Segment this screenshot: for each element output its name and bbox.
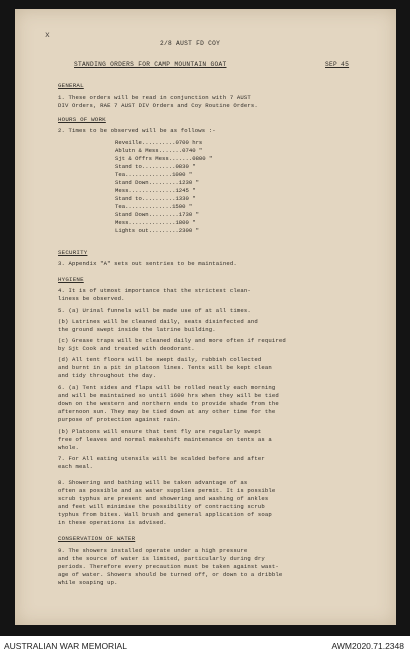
text-line: and will be maintained so until 1600 hrs when they will be tied <box>58 392 279 399</box>
text-line: while soaping up. <box>58 579 118 586</box>
schedule-row <box>115 147 202 154</box>
text-line: 4. It is of utmost importance that the strictest clean- <box>58 287 251 294</box>
text-line: purpose of protection against rain. <box>58 416 181 423</box>
text-line: 7. For All eating utensils will be scalded before and after <box>58 455 265 462</box>
schedule-item: Stand to.......... <box>115 163 176 170</box>
section-water-title: CONSERVATION OF WATER <box>58 535 136 542</box>
schedule-item: Tea.............. <box>115 171 173 178</box>
schedule-item: Mess.............. <box>115 187 176 194</box>
schedule-time: 0830 " <box>175 163 196 170</box>
text-line: scrub typhus are present and showering and washing of ankles <box>58 495 269 502</box>
schedule-item: Reveille.......... <box>115 139 176 146</box>
schedule-time: 1800 " <box>175 219 196 226</box>
section-hygiene-title: HYGIENE <box>58 276 84 283</box>
schedule-item: Sjt & Offrs Mess....... <box>115 155 193 162</box>
schedule-row <box>115 139 202 146</box>
text-line: 8. Showering and bathing will be taken advantage of as <box>58 479 248 486</box>
text-line: 9. The showers installed operate under a high pressure <box>58 547 248 554</box>
schedule-row <box>115 227 199 234</box>
text-line: (c) Grease traps will be cleaned daily and more often if required <box>58 337 286 344</box>
text-line: (b) Platoons will ensure that tent fly are regularly swept <box>58 428 262 435</box>
schedule-row <box>115 155 212 162</box>
schedule-time: 1500 " <box>172 203 193 210</box>
schedule-row <box>115 219 196 226</box>
text-line: and the source of water is limited, particularly during dry <box>58 555 265 562</box>
document-date: SEP 45 <box>325 61 350 68</box>
document-page <box>15 9 396 625</box>
schedule-item: Stand Down......... <box>115 179 179 186</box>
schedule-time: 1330 " <box>175 195 196 202</box>
section-hours-title: HOURS OF WORK <box>58 116 106 123</box>
text-line: and tidy throughout the day. <box>58 372 157 379</box>
schedule-item: Lights out......... <box>115 227 179 234</box>
text-line: down on the western and northern ends to provide shade from the <box>58 400 279 407</box>
schedule-row <box>115 195 196 202</box>
text-line: whole. <box>58 444 80 451</box>
text-line: DIV Orders, RAE 7 AUST DIV Orders and Coy Routine Orders. <box>58 102 258 109</box>
schedule-time: 1230 " <box>178 179 199 186</box>
schedule-row <box>115 163 196 170</box>
text-line: age of water. Showers should be turned off, or down to a dribble <box>58 571 283 578</box>
schedule-row <box>115 171 192 178</box>
text-line: and burnt in a pit in platoon lines. Tents will be kept clean <box>58 364 272 371</box>
text-line: free of leaves and normal makeshift maintenance on tents as a <box>58 436 272 443</box>
schedule-row <box>115 179 199 186</box>
text-line: by Sjt Cook and treated with deodorant. <box>58 345 195 352</box>
schedule-time: 1245 " <box>175 187 196 194</box>
schedule-item: Stand to.......... <box>115 195 176 202</box>
text-line: 6. (a) Tent sides and flaps will be rolled neatly each morning <box>58 384 276 391</box>
document-title: STANDING ORDERS FOR CAMP MOUNTAIN GOAT <box>74 61 227 68</box>
schedule-time: 0800 " <box>192 155 213 162</box>
schedule-item: Stand Down......... <box>115 211 179 218</box>
section-general-title: GENERAL <box>58 82 84 89</box>
text-line: in these operations is advised. <box>58 519 167 526</box>
schedule-row <box>115 211 199 218</box>
schedule-item: Ablutn & Mess....... <box>115 147 183 154</box>
text-line: often as possible and as water supplies permit. It is possible <box>58 487 276 494</box>
text-line: liness be observed. <box>58 295 125 302</box>
schedule-time: 2300 " <box>178 227 199 234</box>
unit-line: 2/8 AUST FD COY <box>160 40 221 47</box>
schedule-time: 0700 hrs <box>175 139 203 146</box>
text-line: each meal. <box>58 463 94 470</box>
text-line: 3. Appendix "A" sets out sentries to be maintained. <box>58 260 237 267</box>
punch-mark: x <box>45 31 50 40</box>
text-line: (b) Latrines will be cleaned daily, seats disinfected and <box>58 318 258 325</box>
footer-accession-number: AWM2020.71.2348 <box>331 641 404 651</box>
schedule-item: Mess.............. <box>115 219 176 226</box>
schedule-row <box>115 203 192 210</box>
schedule-item: Tea.............. <box>115 203 173 210</box>
text-line: typhus from bites. Wall brush and general application of soap <box>58 511 272 518</box>
text-line: (d) All tent floors will be swept daily, rubbish collected <box>58 356 262 363</box>
schedule-row <box>115 187 196 194</box>
text-line: 2. Times to be observed will be as follows :- <box>58 127 216 134</box>
schedule-time: 1730 " <box>178 211 199 218</box>
text-line: afternoon sun. They may be tied down at any other time for the <box>58 408 276 415</box>
text-line: and feet will minimise the possibility of contracting scrub <box>58 503 265 510</box>
footer-institution: AUSTRALIAN WAR MEMORIAL <box>4 641 127 651</box>
section-security-title: SECURITY <box>58 249 88 256</box>
text-line: 1. These orders will be read in conjunction with 7 AUST <box>58 94 251 101</box>
schedule-time: 1000 " <box>172 171 193 178</box>
text-line: periods. Therefore every precaution must be taken against wast- <box>58 563 279 570</box>
text-line: 5. (a) Urinal funnels will be made use of at all times. <box>58 307 251 314</box>
archive-footer <box>0 638 410 653</box>
text-line: the ground swept inside the latrine building. <box>58 326 216 333</box>
schedule-time: 0740 " <box>182 147 203 154</box>
